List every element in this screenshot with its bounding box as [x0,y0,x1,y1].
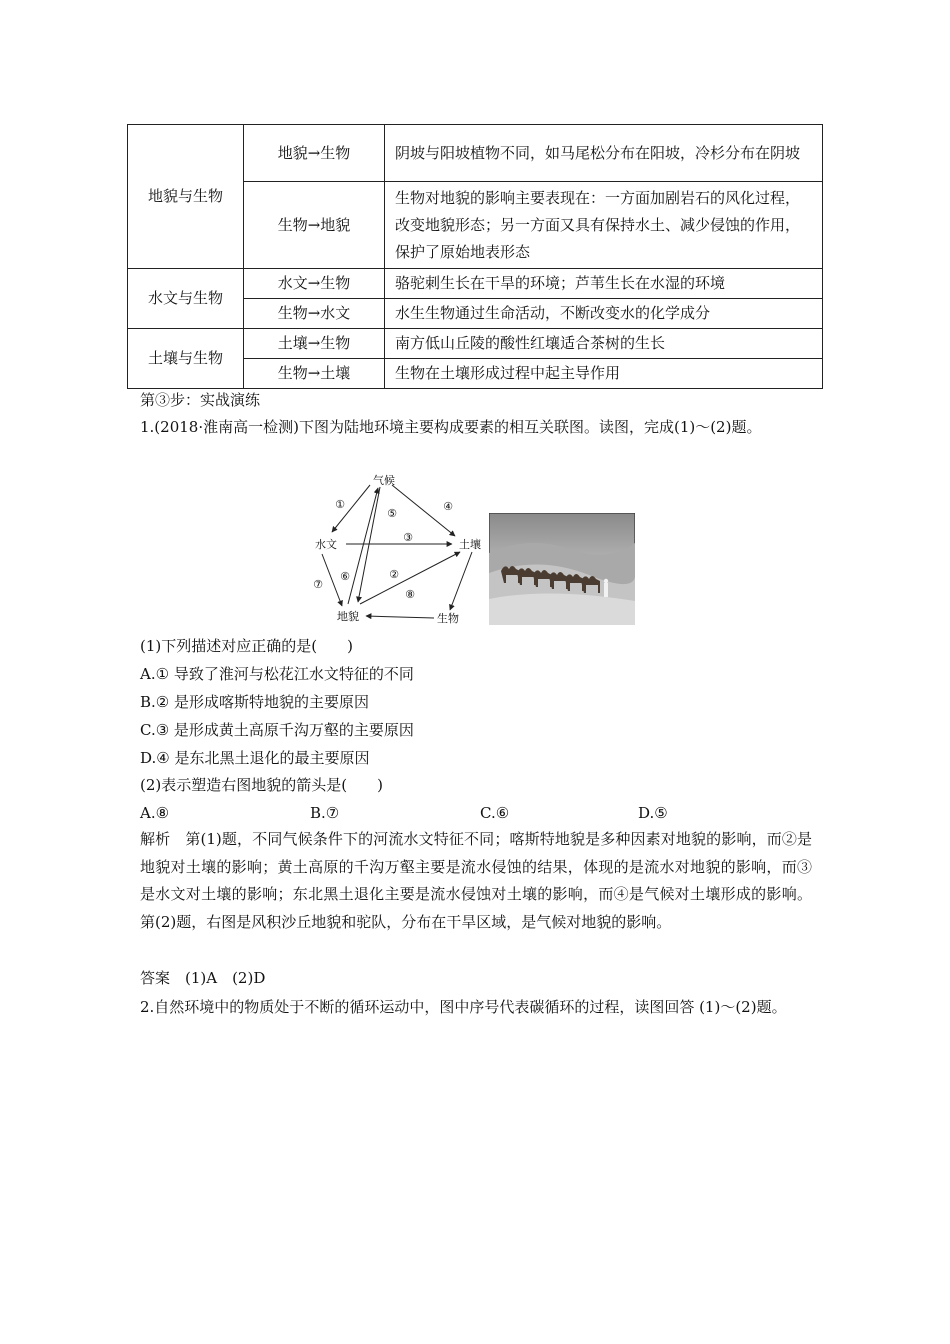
table-cell-category: 水文与生物 [128,269,244,329]
arrow-bio-to-soil [450,552,472,610]
label-arrow-5: ⑤ [387,507,397,520]
sub-question-1: (1)下列描述对应正确的是( ) [140,637,353,655]
arrow-6 [348,488,378,604]
option-2-b: B.⑦ [310,804,340,822]
analysis-text: 解析 第(1)题，不同气候条件下的河流水文特征不同；喀斯特地貌是多种因素对地貌的影响，而②是地貌对土壤的影响；黄土高原的千沟万壑主要是流水侵蚀的结果，体现的是流水对地貌的影响，而③是水文对土壤的影响；东北黑土退化主要是流水侵蚀对土壤的影响，而④是气候对土壤形成的影响。第(2)题，右图是风积沙丘地貌和驼队，分布在干旱区域，是气候对地貌的影响。 [140,830,812,931]
label-arrow-1: ① [335,498,345,511]
label-arrow-6: ⑥ [340,570,350,583]
answer-text: 答案 (1)A (2)D [140,969,266,987]
option-1-a: A.① 导致了淮河与松花江水文特征的不同 [140,665,414,683]
table-cell-category: 土壤与生物 [128,329,244,389]
relation-table [127,124,823,389]
label-arrow-2: ② [389,568,399,581]
option-2-c: C.⑥ [480,804,510,822]
table-cell-desc: 南方低山丘陵的酸性红壤适合茶树的生长 [385,329,823,359]
table-cell-desc: 水生生物通过生命活动，不断改变水的化学成分 [385,299,823,329]
table-row [128,125,823,182]
node-soil: 土壤 [459,538,481,551]
environment-relation-diagram [300,470,490,630]
node-landform: 地貌 [337,610,359,623]
label-arrow-8: ⑧ [405,588,415,601]
option-2-d: D.⑤ [638,804,668,822]
sub-question-2: (2)表示塑造右图地貌的箭头是( ) [140,776,383,794]
table-cell-relation: 生物→水文 [244,299,385,329]
node-biology: 生物 [437,612,459,625]
table-cell-relation: 水文→生物 [244,269,385,299]
arrow-7 [322,554,342,606]
desert-camel-photo [489,513,635,625]
table-cell-relation: 生物→地貌 [244,182,385,269]
label-arrow-3: ③ [403,531,413,544]
table-cell-desc: 骆驼刺生长在干旱的环境；芦苇生长在水湿的环境 [385,269,823,299]
step-title: 第③步：实战演练 [140,391,261,409]
option-1-d: D.④ 是东北黑土退化的最主要原因 [140,749,370,767]
arrow-8 [366,616,434,618]
table-cell-desc: 阴坡与阳坡植物不同，如马尾松分布在阳坡，冷杉分布在阴坡 [385,125,823,182]
option-1-c: C.③ 是形成黄土高原千沟万壑的主要原因 [140,721,414,739]
node-climate: 气候 [373,474,395,487]
question-1-stem: 1.(2018·淮南高一检测)下图为陆地环境主要构成要素的相互关联图。读图，完成(1)～(2)题。 [140,418,762,436]
table-row [128,269,823,299]
table-row [128,329,823,359]
table-cell-relation: 生物→土壤 [244,359,385,389]
table-cell-desc: 生物对地貌的影响主要表现在：一方面加剧岩石的风化过程，改变地貌形态；另一方面又具有保持水土、减少侵蚀的作用，保护了原始地表形态 [385,182,823,269]
table-cell-desc: 生物在土壤形成过程中起主导作用 [385,359,823,389]
table-cell-relation: 土壤→生物 [244,329,385,359]
table-cell-category: 地貌与生物 [128,125,244,269]
table-cell-relation: 地貌→生物 [244,125,385,182]
label-arrow-4: ④ [443,500,453,513]
option-1-b: B.② 是形成喀斯特地貌的主要原因 [140,693,370,711]
question-2-stem: 2.自然环境中的物质处于不断的循环运动中，图中序号代表碳循环的过程，读图回答 (1)～(2)题。 [140,998,787,1016]
option-2-a: A.⑧ [140,804,170,822]
label-arrow-7: ⑦ [313,578,323,591]
node-hydrology: 水文 [315,538,337,551]
